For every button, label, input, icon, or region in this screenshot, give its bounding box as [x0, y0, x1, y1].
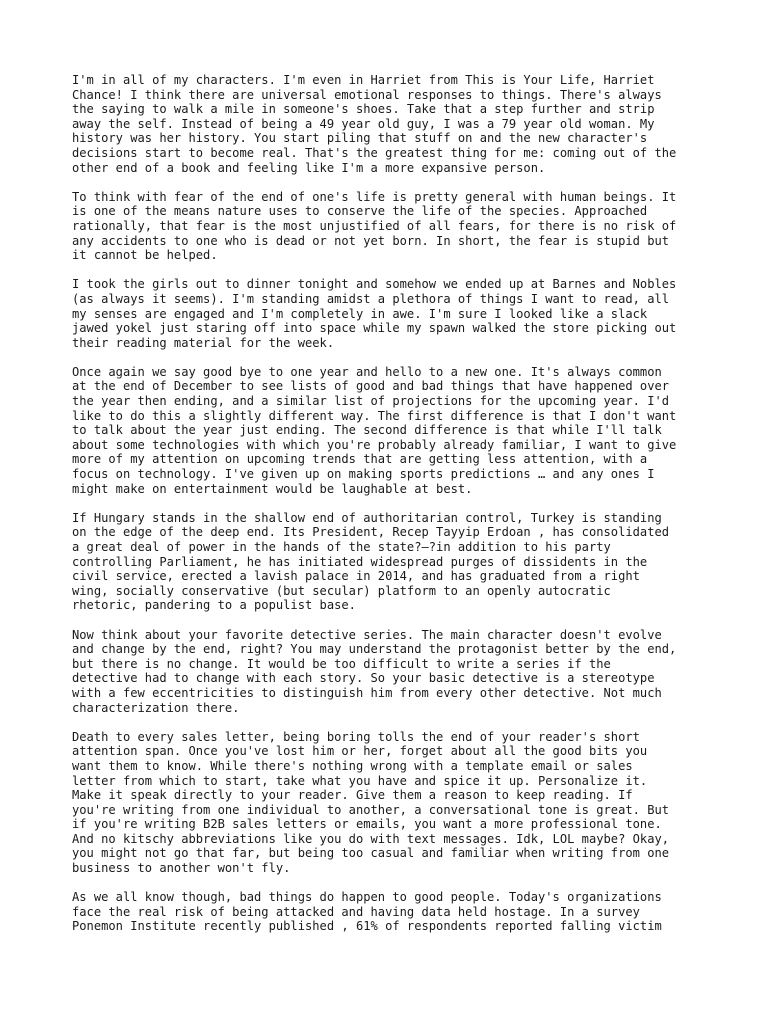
paragraph-new-year: Once again we say good bye to one year and hello to a new one. It's always common at the end of December to see lists of good and bad things that have happened over the year then ending, and a similar list of projections for the upcoming year. I'd like to do this a slightly different way. The first difference is that I don't want to talk about the year just ending. The second difference is that while I'll talk about some technologies with which you're probably already familiar, I want to give more of my attention on upcoming trends that are getting less attention, with a focus on technology. I've given up on making sports predictions … and any ones I might make on entertainment would be laughable at best. — [72, 364, 677, 496]
paragraph-fear-of-death: To think with fear of the end of one's life is pretty general with human beings. It is one of the means nature uses to conserve the life of the species. Approached rationally, that fear is the most unjustified of all fears, for there is no risk of any accidents to one who is dead or not yet born. In short, the fear is stupid but it cannot be helped. — [72, 189, 677, 263]
paragraph-detective-series: Now think about your favorite detective series. The main character doesn't evolve and change by the end, right? You may understand the protagonist better by the end, but there is no change. It would be too difficult to write a series if the detective had to change with each story. So your basic detective is a stereotype with a few eccentricities to distinguish him from every other detective. Not much characterization there. — [72, 627, 677, 715]
paragraph-sales-letter: Death to every sales letter, being boring tolls the end of your reader's short attention span. Once you've lost him or her, forget about all the good bits you want them to know. While there's nothing wrong with a template email or sales letter from which to start, take what you have and spice it up. Personalize it. Make it speak directly to your reader. Give them a reason to keep reading. If you're writing from one individual to another, a conversational tone is great. But if you're writing B2B sales letters or emails, you want a more professional tone. And no kitschy abbreviations like you do with text messages. Idk, LOL maybe? Okay, you might not go that far, but being too casual and familiar when writing from one business to another won't fly. — [72, 729, 670, 876]
document-body — [72, 73, 704, 949]
paragraph-barnes-and-nobles: I took the girls out to dinner tonight and somehow we ended up at Barnes and Nobles (as always it seems). I'm standing amidst a plethora of things I want to read, all my senses are engaged and I'm completely in awe. I'm sure I looked like a slack jawed yokel just staring off into space while my spawn walked the store picking out their reading material for the week. — [72, 277, 677, 350]
paragraph-characters: I'm in all of my characters. I'm even in Harriet from This is Your Life, Harriet Chance! I think there are universal emotional responses to things. There's always the saying to walk a mile in someone's shoes. Take that a step further and strip away the self. Instead of being a 49 year old guy, I was a 79 year old woman. My history was her history. You start piling that stuff on and the new character's decisions start to become real. That's the greatest thing for me: coming out of the other end of a book and feeling like I'm a more expansive person. — [72, 73, 677, 175]
paragraph-turkey: If Hungary stands in the shallow end of authoritarian control, Turkey is standing on the edge of the deep end. Its President, Recep Tayyip Erdoan , has consolidated a great deal of power in the hands of the state?—?in addition to his party controlling Parliament, he has initiated widespread purges of dissidents in the civil service, erected a lavish palace in 2014, and has graduated from a right wing, socially conservative (but secular) platform to an openly autocratic rhetoric, pandering to a populist base. — [72, 510, 670, 613]
paragraph-ponemon: As we all know though, bad things do happen to good people. Today's organizations face the real risk of being attacked and having data held hostage. In a survey Ponemon Institute recently published , 61% of respondents reported falling victim — [72, 890, 662, 934]
